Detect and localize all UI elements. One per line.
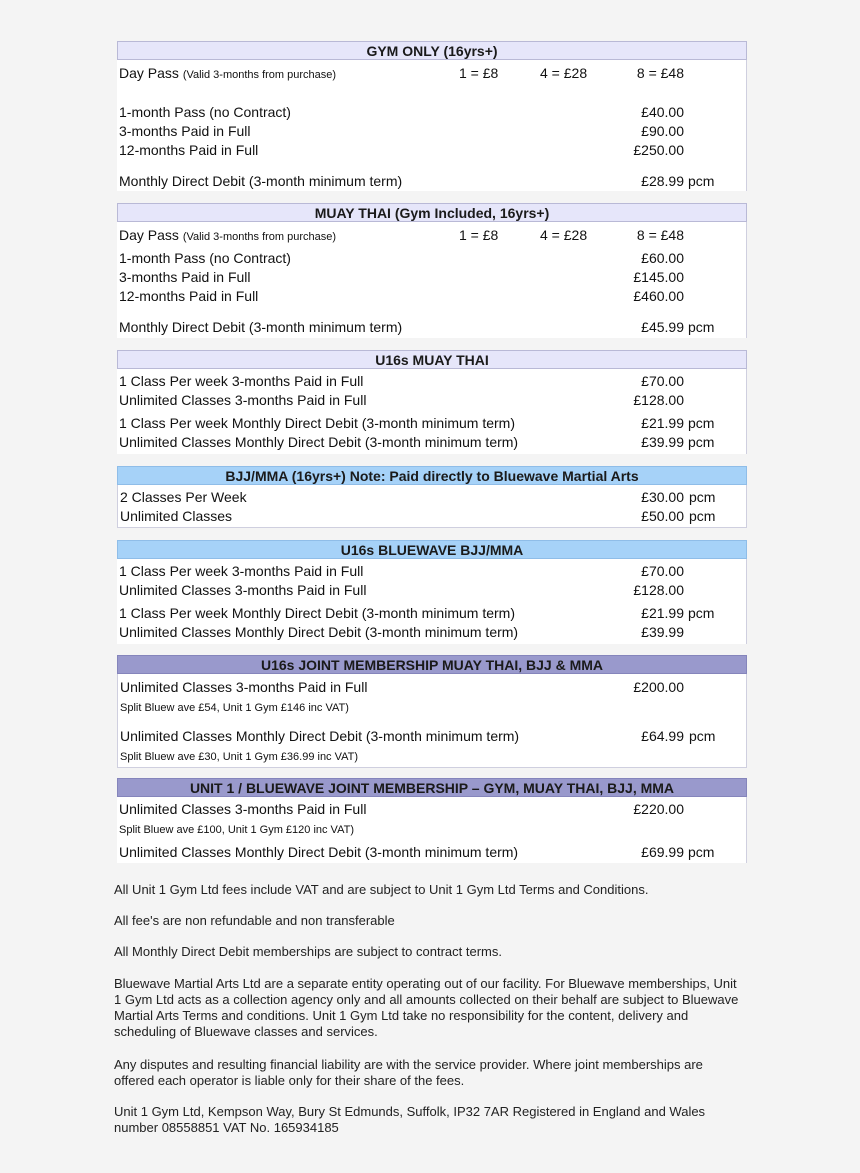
footer-contract-note [114, 944, 744, 960]
row-unit: pcm [689, 728, 716, 744]
section-title: U16s MUAY THAI [117, 350, 747, 369]
row-label: 1-month Pass (no Contract) [119, 250, 291, 266]
row-unit: pcm [688, 434, 715, 450]
section-title: U16s BLUEWAVE BJJ/MMA [117, 540, 747, 559]
price-row [119, 623, 746, 642]
row-unit: pcm [688, 415, 715, 431]
row-label: 1-month Pass (no Contract) [119, 104, 291, 120]
row-price: £45.99 [641, 319, 684, 335]
row-label: 3-months Paid in Full [119, 123, 251, 139]
row-price: £220.00 [633, 801, 684, 817]
footer-text: Bluewave Martial Arts Ltd are a separate entity operating out of our facility. For Bluewave memberships, Unit 1 Gym Ltd acts as a collection agency only and all amounts collected on their behalf are subject to Bluewave Martial Arts Terms and conditions. Unit 1 Gym Ltd take no responsibility for the content, delivery and scheduling of Bluewave classes and services. [114, 976, 739, 1039]
bjj-mma-section [117, 466, 747, 528]
muay-thai-section [117, 203, 747, 338]
row-price: £21.99 [641, 415, 684, 431]
row-unit: pcm [688, 173, 715, 189]
row-price: £460.00 [633, 288, 684, 304]
footer-text: Any disputes and resulting financial liability are with the service provider. Where joint memberships are offered each operator is liable only for their share of the fees. [114, 1057, 703, 1088]
row-price: £64.99 [641, 728, 684, 744]
price-row [119, 141, 746, 160]
section-title: UNIT 1 / BLUEWAVE JOINT MEMBERSHIP – GYM, MUAY THAI, BJJ, MMA [117, 778, 747, 797]
footer-text: All Monthly Direct Debit memberships are subject to contract terms. [114, 944, 502, 959]
price-row [119, 372, 746, 391]
price-row [119, 604, 746, 623]
price-row [120, 727, 746, 746]
section-title: MUAY THAI (Gym Included, 16yrs+) [117, 203, 747, 222]
row-label: 1 Class Per week 3-months Paid in Full [119, 373, 364, 389]
direct-debit-row [119, 318, 746, 337]
row-price: £39.99 [641, 434, 684, 450]
price-row [119, 581, 746, 600]
row-label: Unlimited Classes 3-months Paid in Full [119, 582, 367, 598]
footer-refund-note [114, 913, 744, 929]
row-price: £200.00 [633, 679, 684, 695]
price-row [119, 433, 746, 452]
price-row [119, 122, 746, 141]
row-price: £128.00 [633, 392, 684, 408]
split-note: Split Bluew ave £30, Unit 1 Gym £36.99 inc VAT) [120, 751, 359, 763]
row-price: £21.99 [641, 605, 684, 621]
price-row [119, 249, 746, 268]
row-note: (Valid 3-months from purchase) [182, 69, 337, 81]
row-label: Unlimited Classes 3-months Paid in Full [119, 392, 367, 408]
row-unit: pcm [688, 844, 715, 860]
price-row [119, 103, 746, 122]
price-row [119, 287, 746, 306]
row-price: £145.00 [633, 269, 684, 285]
row-label: Day Pass [119, 227, 179, 243]
section-title: U16s JOINT MEMBERSHIP MUAY THAI, BJJ & MMA [117, 655, 747, 674]
row-label: 12-months Paid in Full [119, 142, 259, 158]
day-pass-1: 1 = £8 [459, 65, 499, 81]
day-pass-row [119, 64, 746, 83]
row-label: 2 Classes Per Week [120, 489, 247, 505]
price-row [120, 488, 746, 507]
footer-address [114, 1104, 744, 1136]
row-price: £40.00 [641, 104, 684, 120]
price-row [119, 391, 746, 410]
footer-bluewave-note [114, 976, 744, 1040]
row-price: £30.00 [641, 489, 684, 505]
row-label: 3-months Paid in Full [119, 269, 251, 285]
u16-bjj-section [117, 540, 747, 644]
row-label: 1 Class Per week Monthly Direct Debit (3-month minimum term) [119, 605, 515, 621]
row-price: £39.99 [641, 624, 684, 640]
footer-text: All fee's are non refundable and non transferable [114, 913, 395, 928]
u16-muay-thai-section [117, 350, 747, 454]
price-row [119, 800, 746, 819]
day-pass-1: 1 = £8 [459, 227, 499, 243]
day-pass-8: 8 = £48 [636, 227, 684, 243]
row-unit: pcm [688, 605, 715, 621]
u16-joint-section [117, 655, 747, 768]
row-price: £60.00 [641, 250, 684, 266]
row-price: £28.99 [641, 173, 684, 189]
row-price: £70.00 [641, 373, 684, 389]
row-price: £69.99 [641, 844, 684, 860]
row-label: Unlimited Classes Monthly Direct Debit (3-month minimum term) [119, 434, 519, 450]
split-note: Split Bluew ave £100, Unit 1 Gym £120 inc VAT) [119, 824, 354, 836]
price-row [119, 414, 746, 433]
row-label: Monthly Direct Debit (3-month minimum term) [119, 173, 403, 189]
gym-only-section [117, 41, 747, 191]
day-pass-4: 4 = £28 [540, 65, 588, 81]
section-title: BJJ/MMA (16yrs+) Note: Paid directly to Bluewave Martial Arts [117, 466, 747, 485]
direct-debit-row [119, 172, 746, 191]
row-price: £50.00 [641, 508, 684, 524]
day-pass-8: 8 = £48 [636, 65, 684, 81]
footer-text: All Unit 1 Gym Ltd fees include VAT and are subject to Unit 1 Gym Ltd Terms and Conditions. [114, 882, 649, 897]
price-row [120, 507, 746, 526]
footer-vat-note [114, 882, 744, 898]
footer-text: Unit 1 Gym Ltd, Kempson Way, Bury St Edmunds, Suffolk, IP32 7AR Registered in England and Wales number 08558851 VAT No. 165934185 [114, 1104, 706, 1135]
row-label: Day Pass [119, 65, 179, 81]
day-pass-4: 4 = £28 [540, 227, 588, 243]
row-label: Monthly Direct Debit (3-month minimum term) [119, 319, 403, 335]
row-unit: pcm [688, 319, 715, 335]
price-row [120, 678, 746, 697]
row-price: £70.00 [641, 563, 684, 579]
price-row [119, 268, 746, 287]
row-label: Unlimited Classes Monthly Direct Debit (3-month minimum term) [119, 844, 519, 860]
row-note: (Valid 3-months from purchase) [182, 231, 337, 243]
unit1-joint-section [117, 778, 747, 863]
row-label: Unlimited Classes 3-months Paid in Full [120, 679, 368, 695]
row-label: Unlimited Classes [120, 508, 233, 524]
row-price: £90.00 [641, 123, 684, 139]
row-label: Unlimited Classes Monthly Direct Debit (3-month minimum term) [119, 624, 519, 640]
price-row [119, 843, 746, 862]
price-row [119, 562, 746, 581]
row-label: 1 Class Per week Monthly Direct Debit (3-month minimum term) [119, 415, 515, 431]
row-label: Unlimited Classes 3-months Paid in Full [119, 801, 367, 817]
row-label: 1 Class Per week 3-months Paid in Full [119, 563, 364, 579]
row-label: 12-months Paid in Full [119, 288, 259, 304]
split-note: Split Bluew ave £54, Unit 1 Gym £146 inc VAT) [120, 702, 349, 714]
footer-disputes-note [114, 1057, 744, 1089]
row-price: £128.00 [633, 582, 684, 598]
section-title: GYM ONLY (16yrs+) [117, 41, 747, 60]
row-label: Unlimited Classes Monthly Direct Debit (3-month minimum term) [120, 728, 520, 744]
row-unit: pcm [689, 508, 716, 524]
day-pass-row [119, 226, 746, 245]
row-unit: pcm [689, 489, 716, 505]
row-price: £250.00 [633, 142, 684, 158]
